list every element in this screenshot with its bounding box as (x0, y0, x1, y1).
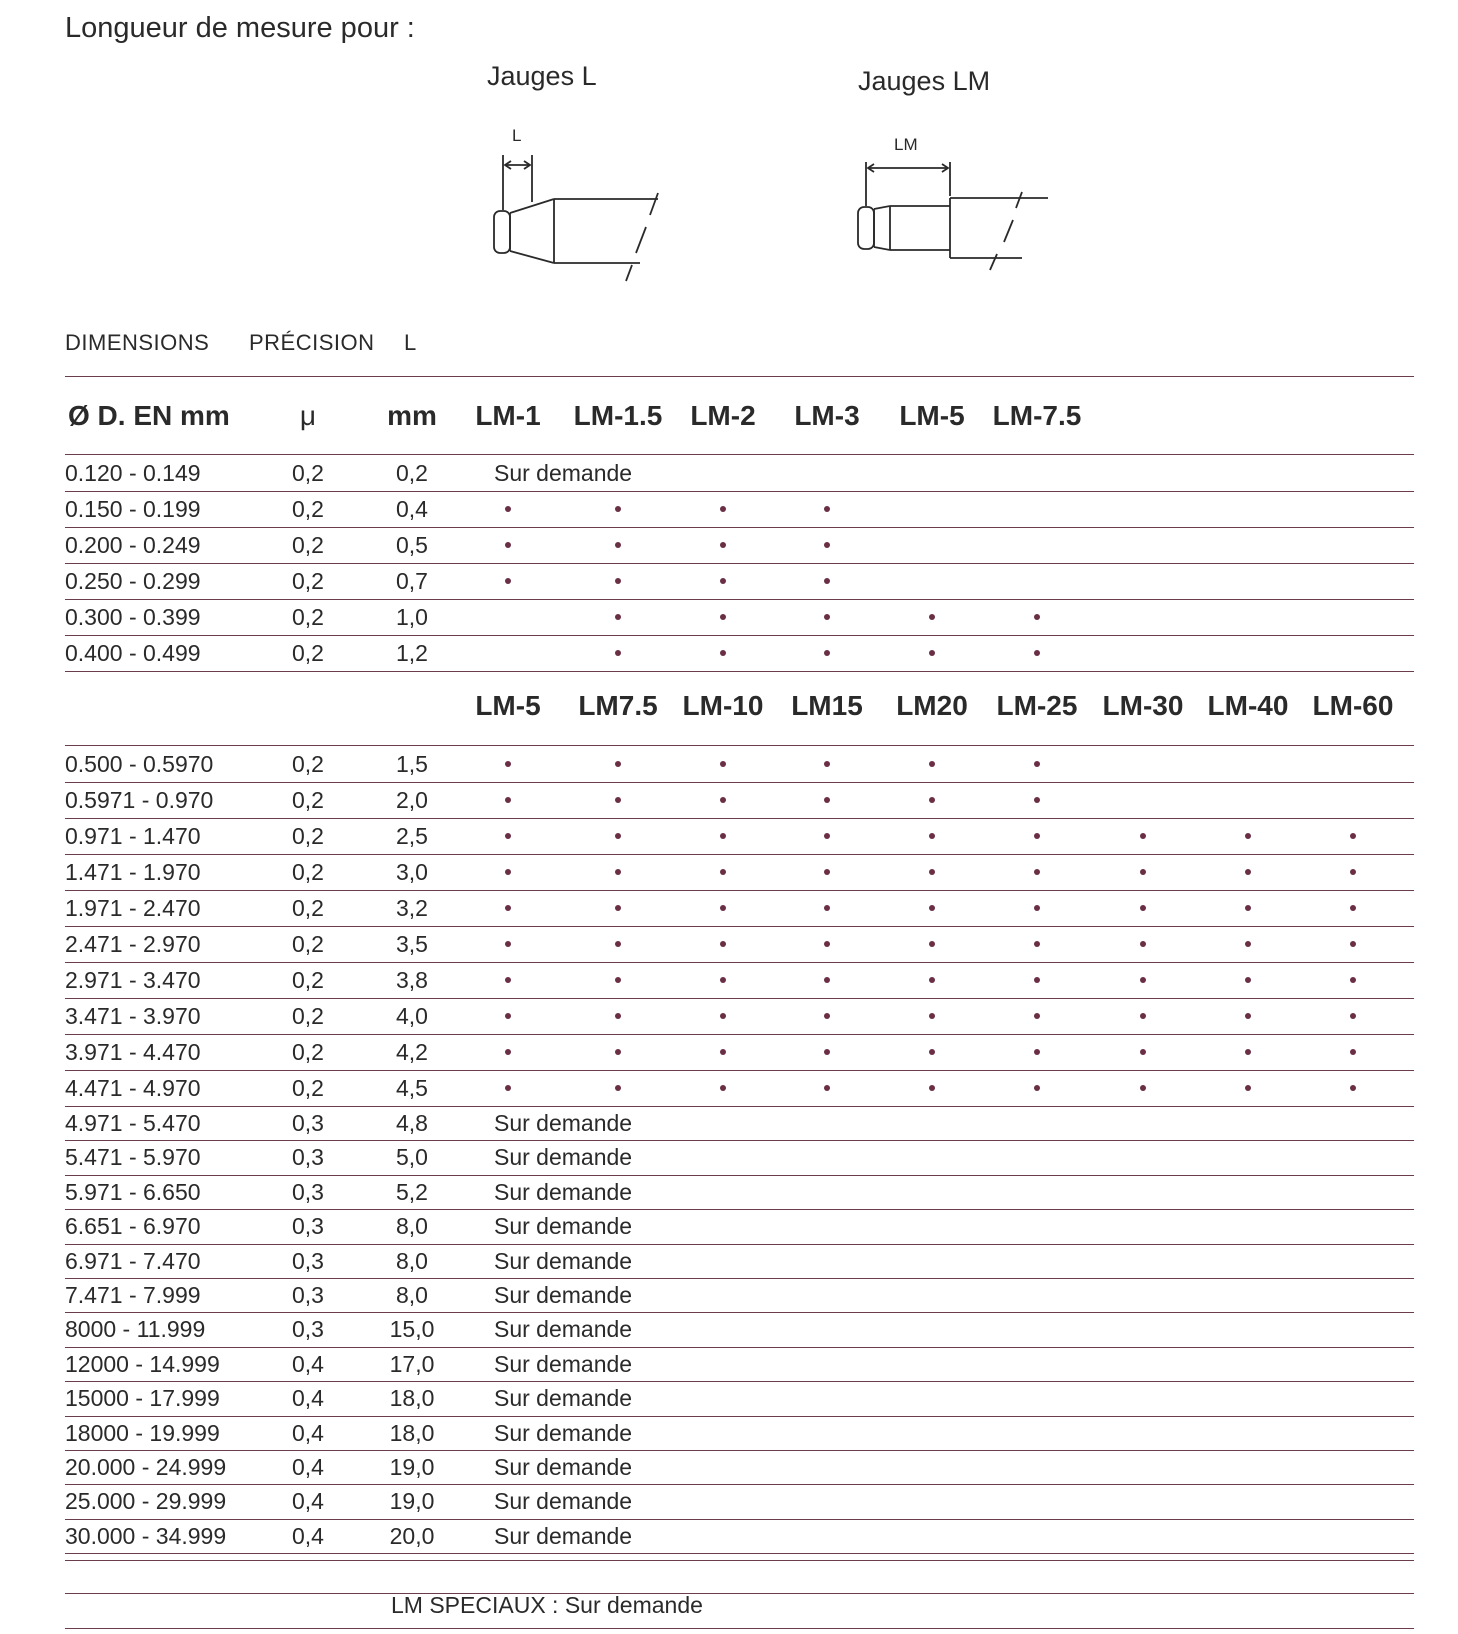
availability-dot (824, 650, 830, 656)
availability-dot (1245, 905, 1251, 911)
table-row (0, 926, 1458, 962)
availability-dot (615, 578, 621, 584)
availability-dot (720, 1049, 726, 1055)
table-bottom-rule (65, 1560, 1414, 1561)
precision-cell: 0,2 (292, 859, 324, 885)
availability-dot (824, 542, 830, 548)
table-row (0, 1034, 1458, 1070)
table-row (0, 890, 1458, 926)
table-row (0, 998, 1458, 1034)
length-cell: 4,0 (396, 1003, 428, 1029)
dimension-cell: 0.250 - 0.299 (65, 568, 201, 594)
length-cell: 2,5 (396, 823, 428, 849)
column-header-group1: LM-3 (794, 400, 860, 431)
table-row (0, 1175, 1458, 1209)
table-row (0, 1450, 1458, 1484)
availability-dot (929, 1085, 935, 1091)
availability-dot (1245, 869, 1251, 875)
dimension-cell: 1.471 - 1.970 (65, 859, 201, 885)
availability-dot (824, 941, 830, 947)
dimension-cell: 12000 - 14.999 (65, 1350, 220, 1377)
table-row (0, 1209, 1458, 1243)
availability-dot (720, 833, 726, 839)
availability-dot (505, 869, 511, 875)
dimension-cell: 6.651 - 6.970 (65, 1213, 201, 1240)
dimension-cell: 20.000 - 24.999 (65, 1454, 227, 1480)
length-cell: 8,0 (396, 1247, 428, 1274)
availability-dot (824, 905, 830, 911)
table-row (0, 1519, 1458, 1553)
column-header-group2: LM-5 (475, 690, 541, 721)
availability-dot (505, 542, 511, 548)
availability-dot (1034, 905, 1040, 911)
dimension-cell: 2.971 - 3.470 (65, 967, 201, 993)
dimension-cell: 0.400 - 0.499 (65, 640, 201, 666)
availability-dot (1034, 869, 1040, 875)
precision-cell: 0,2 (292, 787, 324, 813)
availability-dot (929, 977, 935, 983)
note-cell: Sur demande (494, 460, 633, 486)
column-header-group1: LM-1 (475, 400, 541, 431)
availability-dot (1245, 977, 1251, 983)
dimension-cell: 0.120 - 0.149 (65, 460, 201, 486)
availability-dot (505, 797, 511, 803)
length-cell: 1,5 (396, 751, 428, 777)
availability-dot (615, 542, 621, 548)
precision-cell: 0,2 (292, 931, 324, 957)
column-header-group2: LM15 (791, 690, 863, 721)
table-row (0, 1070, 1458, 1106)
availability-dot (720, 905, 726, 911)
availability-dot (720, 506, 726, 512)
gauge-lm-diagram (850, 120, 1070, 280)
availability-dot (615, 650, 621, 656)
availability-dot (720, 1013, 726, 1019)
precision-cell: 0,2 (292, 496, 324, 522)
table-row (0, 1106, 1458, 1140)
availability-dot (505, 1013, 511, 1019)
length-cell: 19,0 (389, 1454, 435, 1480)
dimension-cell: 4.471 - 4.970 (65, 1075, 201, 1101)
precision-cell: 0,4 (292, 1419, 324, 1446)
precision-cell: 0,2 (292, 751, 324, 777)
dimension-cell: 3.471 - 3.970 (65, 1003, 201, 1029)
dimension-cell: 25.000 - 29.999 (65, 1488, 227, 1515)
availability-dot (824, 614, 830, 620)
availability-dot (1350, 833, 1356, 839)
precision-cell: 0,2 (292, 1075, 324, 1101)
precision-cell: 0,4 (292, 1488, 324, 1515)
availability-dot (824, 1013, 830, 1019)
precision-cell: 0,2 (292, 568, 324, 594)
availability-dot (615, 869, 621, 875)
availability-dot (615, 506, 621, 512)
dimension-cell: 0.300 - 0.399 (65, 604, 201, 630)
note-cell: Sur demande (494, 1419, 633, 1446)
length-cell: 15,0 (389, 1316, 435, 1343)
availability-dot (720, 761, 726, 767)
header-length-unit: mm (387, 400, 437, 431)
availability-dot (1245, 833, 1251, 839)
header-precision-unit: μ (299, 400, 317, 431)
precision-cell: 0,3 (292, 1144, 324, 1171)
availability-dot (720, 1085, 726, 1091)
table-row (0, 1484, 1458, 1518)
table-row (0, 818, 1458, 854)
availability-dot (1034, 761, 1040, 767)
column-header-group1: LM-1.5 (573, 400, 663, 431)
availability-dot (824, 761, 830, 767)
note-cell: Sur demande (494, 1178, 633, 1205)
table-row (0, 1347, 1458, 1381)
availability-dot (615, 614, 621, 620)
availability-dot (1140, 1013, 1146, 1019)
length-cell: 4,2 (396, 1039, 428, 1065)
availability-dot (505, 506, 511, 512)
gauge-lm-title: Jauges LM (858, 66, 991, 96)
length-cell: 19,0 (389, 1488, 435, 1515)
dimension-cell: 15000 - 17.999 (65, 1385, 220, 1412)
column-header-group2: LM-10 (682, 690, 764, 721)
length-cell: 3,0 (396, 859, 428, 885)
availability-dot (929, 833, 935, 839)
column-header-group2: LM-60 (1312, 690, 1394, 721)
availability-dot (1034, 614, 1040, 620)
dimension-cell: 8000 - 11.999 (65, 1316, 206, 1343)
column-header-group2: LM20 (896, 690, 968, 721)
availability-dot (824, 1085, 830, 1091)
note-cell: Sur demande (494, 1213, 633, 1240)
dimension-cell: 2.471 - 2.970 (65, 931, 201, 957)
page-title: Longueur de mesure pour : (65, 12, 415, 44)
gauge-lm-dimension-label: LM (894, 135, 918, 154)
availability-dot (505, 833, 511, 839)
table-row (0, 1244, 1458, 1278)
column-header-group2: LM7.5 (578, 690, 658, 721)
availability-dot (1350, 1049, 1356, 1055)
length-cell: 3,8 (396, 967, 428, 993)
footer-note: LM SPECIAUX : Sur demande (391, 1592, 703, 1618)
gauge-l-diagram (480, 115, 680, 285)
table-row (0, 491, 1458, 527)
table-row (0, 599, 1458, 635)
availability-dot (720, 614, 726, 620)
availability-dot (929, 869, 935, 875)
dimension-cell: 0.150 - 0.199 (65, 496, 201, 522)
availability-dot (615, 833, 621, 839)
length-cell: 3,5 (396, 931, 428, 957)
length-cell: 4,8 (396, 1110, 428, 1136)
availability-dot (720, 797, 726, 803)
availability-dot (615, 905, 621, 911)
availability-dot (1350, 905, 1356, 911)
precision-cell: 0,2 (292, 895, 324, 921)
availability-dot (824, 578, 830, 584)
availability-dot (1140, 833, 1146, 839)
availability-dot (929, 614, 935, 620)
dimension-cell: 0.5971 - 0.970 (65, 787, 214, 813)
availability-dot (824, 1049, 830, 1055)
availability-dot (1034, 977, 1040, 983)
row-divider (65, 1553, 1414, 1554)
length-cell: 18,0 (389, 1385, 435, 1412)
length-cell: 0,4 (396, 496, 428, 522)
table-row (0, 1416, 1458, 1450)
availability-dot (1245, 1013, 1251, 1019)
precision-cell: 0,4 (292, 1522, 324, 1549)
header-top-rule (65, 376, 1414, 377)
availability-dot (505, 977, 511, 983)
note-cell: Sur demande (494, 1350, 633, 1377)
availability-dot (929, 797, 935, 803)
availability-dot (615, 1049, 621, 1055)
availability-dot (720, 542, 726, 548)
precision-cell: 0,4 (292, 1454, 324, 1480)
availability-dot (824, 977, 830, 983)
precision-cell: 0,2 (292, 1003, 324, 1029)
precision-cell: 0,3 (292, 1178, 324, 1205)
availability-dot (1350, 1013, 1356, 1019)
availability-dot (929, 650, 935, 656)
precision-cell: 0,2 (292, 967, 324, 993)
availability-dot (1350, 977, 1356, 983)
footer-top-rule (65, 1593, 1414, 1594)
row-divider (65, 671, 1414, 672)
availability-dot (1034, 941, 1040, 947)
precision-cell: 0,3 (292, 1110, 324, 1136)
availability-dot (1034, 797, 1040, 803)
length-cell: 0,7 (396, 568, 428, 594)
note-cell: Sur demande (494, 1316, 633, 1343)
availability-dot (615, 941, 621, 947)
availability-dot (1245, 941, 1251, 947)
note-cell: Sur demande (494, 1522, 633, 1549)
column-header-group1: LM-2 (690, 400, 756, 431)
dimension-cell: 18000 - 19.999 (65, 1419, 220, 1446)
table-row (0, 1278, 1458, 1312)
availability-dot (929, 1013, 935, 1019)
column-header-group2: LM-40 (1207, 690, 1289, 721)
length-cell: 0,5 (396, 532, 428, 558)
dimension-cell: 1.971 - 2.470 (65, 895, 201, 921)
availability-dot (1140, 941, 1146, 947)
table-row (0, 455, 1458, 491)
length-cell: 2,0 (396, 787, 428, 813)
availability-dot (1140, 1085, 1146, 1091)
table-row (0, 1381, 1458, 1415)
availability-dot (615, 1085, 621, 1091)
length-cell: 17,0 (389, 1350, 435, 1377)
precision-cell: 0,2 (292, 640, 324, 666)
availability-dot (1034, 1085, 1040, 1091)
note-cell: Sur demande (494, 1385, 633, 1412)
dimension-cell: 4.971 - 5.470 (65, 1110, 201, 1136)
availability-dot (1245, 1049, 1251, 1055)
table-row (0, 527, 1458, 563)
table-row (0, 563, 1458, 599)
column-header-group2: LM-25 (996, 690, 1078, 721)
length-cell: 18,0 (389, 1419, 435, 1446)
availability-dot (1140, 977, 1146, 983)
gauge-l-dimension-label: L (512, 126, 522, 145)
length-cell: 3,2 (396, 895, 428, 921)
availability-dot (824, 797, 830, 803)
note-cell: Sur demande (494, 1247, 633, 1274)
column-label-precision: PRÉCISION (249, 330, 375, 355)
availability-dot (615, 977, 621, 983)
availability-dot (505, 761, 511, 767)
availability-dot (1350, 869, 1356, 875)
dimension-cell: 7.471 - 7.999 (65, 1282, 201, 1308)
length-cell: 8,0 (396, 1213, 428, 1240)
dimension-cell: 3.971 - 4.470 (65, 1039, 201, 1065)
length-cell: 1,0 (396, 604, 428, 630)
table-row (0, 962, 1458, 998)
precision-cell: 0,2 (292, 460, 324, 486)
note-cell: Sur demande (494, 1110, 633, 1136)
dimension-cell: 0.200 - 0.249 (65, 532, 201, 558)
dimension-cell: 0.971 - 1.470 (65, 823, 201, 849)
dimension-cell: 5.471 - 5.970 (65, 1144, 201, 1171)
dimension-cell: 5.971 - 6.650 (65, 1178, 201, 1205)
precision-cell: 0,2 (292, 532, 324, 558)
availability-dot (1034, 1049, 1040, 1055)
availability-dot (505, 1085, 511, 1091)
availability-dot (505, 578, 511, 584)
availability-dot (1350, 1085, 1356, 1091)
availability-dot (505, 1049, 511, 1055)
dimension-cell: 0.500 - 0.5970 (65, 751, 214, 777)
availability-dot (824, 869, 830, 875)
availability-dot (615, 761, 621, 767)
availability-dot (929, 1049, 935, 1055)
availability-dot (615, 1013, 621, 1019)
availability-dot (1140, 1049, 1146, 1055)
header-dimension: Ø D. EN mm (68, 400, 230, 431)
table-row (0, 854, 1458, 890)
precision-cell: 0,3 (292, 1213, 324, 1240)
note-cell: Sur demande (494, 1282, 633, 1308)
precision-cell: 0,4 (292, 1350, 324, 1377)
availability-dot (615, 797, 621, 803)
precision-cell: 0,2 (292, 823, 324, 849)
note-cell: Sur demande (494, 1144, 633, 1171)
table-row (0, 1312, 1458, 1346)
table-row (0, 635, 1458, 671)
precision-cell: 0,3 (292, 1247, 324, 1274)
dimension-cell: 30.000 - 34.999 (65, 1522, 227, 1549)
availability-dot (1350, 941, 1356, 947)
length-cell: 5,2 (396, 1178, 428, 1205)
note-cell: Sur demande (494, 1488, 633, 1515)
availability-dot (929, 761, 935, 767)
length-cell: 4,5 (396, 1075, 428, 1101)
column-header-group2: LM-30 (1102, 690, 1184, 721)
note-cell: Sur demande (494, 1454, 633, 1480)
availability-dot (1034, 833, 1040, 839)
availability-dot (929, 941, 935, 947)
length-cell: 20,0 (389, 1522, 435, 1549)
availability-dot (1034, 650, 1040, 656)
availability-dot (720, 650, 726, 656)
column-label-l: L (404, 330, 417, 355)
length-cell: 8,0 (396, 1282, 428, 1308)
table-row (0, 782, 1458, 818)
availability-dot (824, 833, 830, 839)
availability-dot (824, 506, 830, 512)
length-cell: 1,2 (396, 640, 428, 666)
dimension-cell: 6.971 - 7.470 (65, 1247, 201, 1274)
gauge-l-title: Jauges L (487, 61, 597, 91)
availability-dot (505, 905, 511, 911)
precision-cell: 0,2 (292, 1039, 324, 1065)
availability-dot (1245, 1085, 1251, 1091)
footer-bottom-rule (65, 1628, 1414, 1629)
precision-cell: 0,3 (292, 1282, 324, 1308)
length-cell: 0,2 (396, 460, 428, 486)
precision-cell: 0,2 (292, 604, 324, 630)
availability-dot (1034, 1013, 1040, 1019)
table-row (0, 746, 1458, 782)
precision-cell: 0,4 (292, 1385, 324, 1412)
availability-dot (720, 941, 726, 947)
availability-dot (929, 905, 935, 911)
column-label-dimensions: DIMENSIONS (65, 330, 210, 355)
availability-dot (720, 869, 726, 875)
precision-cell: 0,3 (292, 1316, 324, 1343)
availability-dot (720, 977, 726, 983)
availability-dot (720, 578, 726, 584)
availability-dot (1140, 869, 1146, 875)
table-row (0, 1140, 1458, 1174)
availability-dot (1140, 905, 1146, 911)
column-header-group1: LM-5 (899, 400, 965, 431)
availability-dot (505, 941, 511, 947)
length-cell: 5,0 (396, 1144, 428, 1171)
column-header-group1: LM-7.5 (992, 400, 1082, 431)
